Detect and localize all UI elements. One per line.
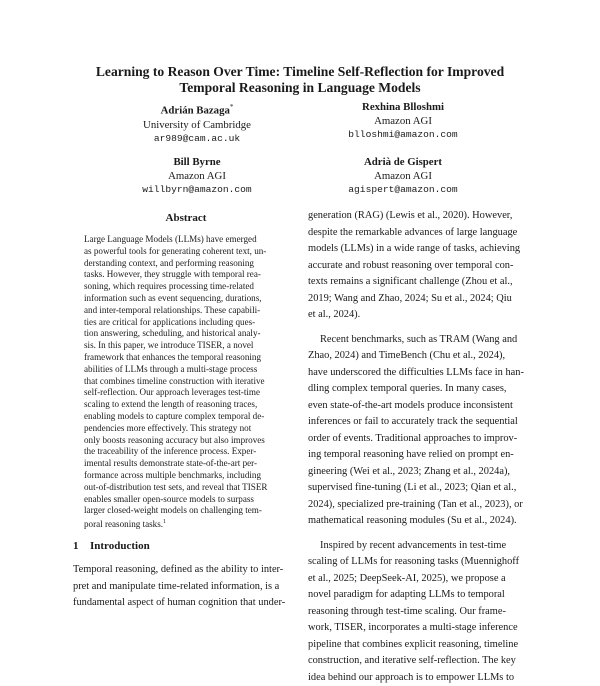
author-name: Adrián Bazaga* [77, 100, 317, 118]
text-line: information such as event sequencing, durations, [84, 293, 304, 305]
text-line: pendencies more effectively. This strategy not [84, 423, 304, 435]
author-name: Bill Byrne [77, 155, 317, 169]
text-line: Large Language Models (LLMs) have emerged [84, 234, 304, 246]
text-line: that combines timeline construction with iterative [84, 376, 304, 388]
text-line: only boosts reasoning accuracy but also improves [84, 435, 304, 447]
text-line: Zhao, 2024) and TimeBench (Chu et al., 2024), [308, 348, 538, 365]
text-line: scaling of LLMs for reasoning tasks (Muennighoff [308, 554, 538, 571]
text-line: imental results demonstrate state-of-the-art per- [84, 458, 304, 470]
text-line: even state-of-the-art models produce inconsistent [308, 398, 538, 415]
text-line: texts remains a significant challenge (Zhou et al., [308, 274, 538, 291]
text-line: supervised fine-tuning (Li et al., 2023; Qian et al., [308, 480, 538, 497]
abstract-heading: Abstract [86, 212, 286, 224]
paragraph [308, 332, 538, 530]
author-block [283, 100, 523, 142]
text-line: enabling models to capture complex temporal de- [84, 411, 304, 423]
text-line: models (LLMs) in a wide range of tasks, achieving [308, 241, 538, 258]
text-line: 2019; Wang and Zhao, 2024; Su et al., 2024; Qiu [308, 291, 538, 308]
text-line: tion answering, scheduling, and historical analy- [84, 328, 304, 340]
text-line: idea behind our approach is to empower LLMs to [308, 670, 538, 686]
text-line: the traceability of the inference process. Exper- [84, 446, 304, 458]
text-line: generation (RAG) (Lewis et al., 2020). However, [308, 208, 538, 225]
text-line: out-of-distribution test sets, and reveal that TISER [84, 482, 304, 494]
author-email: willbyrn@amazon.com [77, 183, 317, 197]
text-line: ing temporal reasoning have relied on prompt en- [308, 447, 538, 464]
text-line: framework that enhances the temporal reasoning [84, 352, 304, 364]
text-line: derstanding context, and performing reasoning [84, 258, 304, 270]
text-line: novel paradigm for adapting LLMs to temporal [308, 587, 538, 604]
paragraph [308, 208, 538, 324]
intro-body [73, 562, 293, 612]
text-line: tasks. However, they struggle with temporal rea- [84, 269, 304, 281]
text-line: fundamental aspect of human cognition that under- [73, 595, 293, 612]
text-line: order of events. Traditional approaches to improv- [308, 431, 538, 448]
right-column-body [308, 208, 538, 686]
author-email: agispert@amazon.com [283, 183, 523, 197]
author-block [77, 100, 317, 146]
text-line: dling complex temporal queries. In many cases, [308, 381, 538, 398]
author-affiliation: Amazon AGI [283, 114, 523, 128]
text-line: poral reasoning tasks.$^1$ [84, 517, 304, 531]
text-line: work, TISER, incorporates a multi-stage inference [308, 620, 538, 637]
author-footnote-mark: * [230, 103, 234, 111]
section-heading [73, 540, 150, 552]
text-line: gineering (Wei et al., 2023; Zhang et al., 2024a), [308, 464, 538, 481]
title-line-1: Learning to Reason Over Time: Timeline Self-Reflection for Improved [40, 64, 560, 80]
paper-title [40, 64, 560, 96]
text-line: accurate and robust reasoning over temporal con- [308, 258, 538, 275]
text-line: self-reflection. Our approach leverages test-time [84, 387, 304, 399]
paragraph-gap [308, 530, 538, 538]
author-affiliation: Amazon AGI [77, 169, 317, 183]
text-line: scaling to extend the length of reasoning traces, [84, 399, 304, 411]
text-line: soning, which requires processing time-related [84, 281, 304, 293]
section-number: 1 [73, 540, 90, 552]
abstract-body [84, 234, 304, 531]
text-line: abilities of LLMs through a multi-stage process [84, 364, 304, 376]
text-line: as powerful tools for generating coherent text, un- [84, 246, 304, 258]
footnote-mark: 1 [163, 519, 166, 525]
section-title: Introduction [90, 540, 150, 552]
text-line: sis. In this paper, we introduce TISER, a novel [84, 340, 304, 352]
text-line: 2024), specialized pre-training (Tan et al., 2023), or [308, 497, 538, 514]
text-line: have underscored the difficulties LLMs face in han- [308, 365, 538, 382]
text-line: pipeline that combines explicit reasoning, timeline [308, 637, 538, 654]
author-email: blloshmi@amazon.com [283, 128, 523, 142]
title-line-2: Temporal Reasoning in Language Models [40, 80, 560, 96]
author-block [283, 155, 523, 197]
text-line: formance across multiple benchmarks, including [84, 470, 304, 482]
text-line: larger closed-weight models on challenging tem- [84, 505, 304, 517]
text-line: inferences or fail to accurately track the sequential [308, 414, 538, 431]
author-block [77, 155, 317, 197]
text-line: et al., 2025; DeepSeek-AI, 2025), we propose a [308, 571, 538, 588]
text-line: Inspired by recent advancements in test-time [308, 538, 538, 555]
paragraph-gap [308, 324, 538, 332]
text-line: Temporal reasoning, defined as the ability to inter- [73, 562, 293, 579]
text-line: ties are critical for applications including ques- [84, 317, 304, 329]
text-line: and inter-temporal relationships. These capabili- [84, 305, 304, 317]
text-line: Recent benchmarks, such as TRAM (Wang and [308, 332, 538, 349]
paragraph [308, 538, 538, 686]
text-line: reasoning through test-time scaling. Our frame- [308, 604, 538, 621]
text-line: despite the remarkable advances of large language [308, 225, 538, 242]
text-line: et al., 2024). [308, 307, 538, 324]
author-email: ar989@cam.ac.uk [77, 132, 317, 146]
text-line: mathematical reasoning modules (Su et al., 2024). [308, 513, 538, 530]
text-line: construction, and iterative self-reflection. The key [308, 653, 538, 670]
text-line: enables smaller open-source models to surpass [84, 494, 304, 506]
author-name: Adrià de Gispert [283, 155, 523, 169]
author-name: Rexhina Blloshmi [283, 100, 523, 114]
author-affiliation: Amazon AGI [283, 169, 523, 183]
text-line: pret and manipulate time-related information, is a [73, 579, 293, 596]
author-affiliation: University of Cambridge [77, 118, 317, 132]
